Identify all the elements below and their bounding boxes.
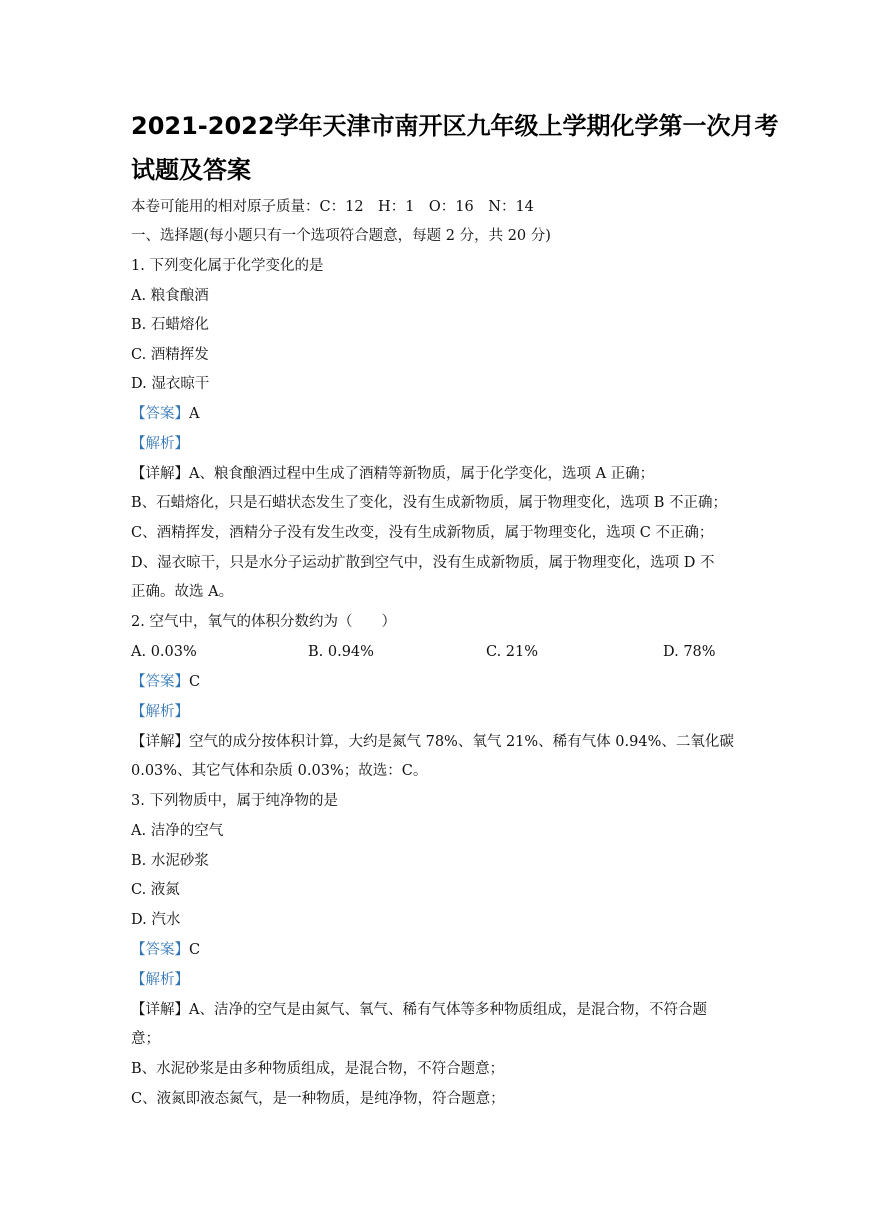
title-line-2: 试题及答案 bbox=[131, 156, 251, 184]
q1-option-a: A. 粮食酿酒 bbox=[131, 288, 209, 304]
q1-answer bbox=[131, 404, 199, 424]
q2-answer-value: C bbox=[189, 674, 201, 690]
answer-tag: 【答案】 bbox=[131, 674, 189, 690]
section-heading: 一、选择题(每小题只有一个选项符合题意，每题 2 分，共 20 分) bbox=[131, 228, 551, 244]
answer-tag: 【答案】 bbox=[131, 406, 189, 422]
q2-option-a: A. 0.03% bbox=[131, 644, 197, 660]
q2-option-b: B. 0.94% bbox=[308, 644, 374, 660]
q3-detail-2: 意； bbox=[131, 1031, 160, 1047]
q3-detail-3: B、水泥砂浆是由多种物质组成，是混合物，不符合题意； bbox=[131, 1061, 505, 1077]
q2-analysis bbox=[131, 702, 189, 722]
q3-analysis bbox=[131, 970, 189, 990]
q3-detail-4: C、液氮即液态氮气，是一种物质，是纯净物，符合题意； bbox=[131, 1091, 505, 1107]
analysis-tag: 【解析】 bbox=[131, 704, 189, 720]
q3-stem: 3. 下列物质中，属于纯净物的是 bbox=[131, 793, 338, 809]
q1-detail-text-1: A、粮食酿酒过程中生成了酒精等新物质，属于化学变化，选项 A 正确； bbox=[189, 466, 655, 482]
q2-option-d: D. 78% bbox=[663, 644, 716, 660]
detail-tag: 【详解】 bbox=[131, 466, 189, 482]
q1-detail-2: B、石蜡熔化，只是石蜡状态发生了变化，没有生成新物质，属于物理变化，选项 B 不正确； bbox=[131, 495, 728, 511]
q1-detail-1 bbox=[131, 464, 654, 484]
title-line-1: 2021-2022学年天津市南开区九年级上学期化学第一次月考 bbox=[131, 112, 779, 140]
q3-detail-1 bbox=[131, 1000, 707, 1020]
q2-detail-1 bbox=[131, 732, 734, 752]
atomic-mass-note: 本卷可能用的相对原子质量：C：12 H：1 O：16 N：14 bbox=[131, 199, 534, 215]
q2-stem: 2. 空气中，氧气的体积分数约为（ ） bbox=[131, 614, 396, 630]
q1-detail-5: 正确。故选 A。 bbox=[131, 584, 234, 600]
q2-detail-2: 0.03%、其它气体和杂质 0.03%；故选：C。 bbox=[131, 763, 428, 779]
q3-answer-value: C bbox=[189, 942, 201, 958]
q2-answer bbox=[131, 672, 200, 692]
detail-tag: 【详解】 bbox=[131, 734, 189, 750]
q3-option-b: B. 水泥砂浆 bbox=[131, 853, 209, 869]
q1-option-b: B. 石蜡熔化 bbox=[131, 317, 209, 333]
q1-detail-4: D、湿衣晾干，只是水分子运动扩散到空气中，没有生成新物质，属于物理变化，选项 D 不 bbox=[131, 555, 715, 571]
answer-tag: 【答案】 bbox=[131, 942, 189, 958]
q3-option-a: A. 洁净的空气 bbox=[131, 823, 224, 839]
analysis-tag: 【解析】 bbox=[131, 436, 189, 452]
q3-option-d: D. 汽水 bbox=[131, 912, 181, 928]
q2-detail-text-1: 空气的成分按体积计算，大约是氮气 78%、氧气 21%、稀有气体 0.94%、二氧化碳 bbox=[189, 734, 734, 750]
q1-stem: 1. 下列变化属于化学变化的是 bbox=[131, 258, 324, 274]
q1-answer-value: A bbox=[189, 406, 200, 422]
q3-answer bbox=[131, 940, 200, 960]
q1-detail-3: C、酒精挥发，酒精分子没有发生改变，没有生成新物质，属于物理变化，选项 C 不正确； bbox=[131, 525, 714, 541]
q1-option-d: D. 湿衣晾干 bbox=[131, 376, 210, 392]
analysis-tag: 【解析】 bbox=[131, 972, 189, 988]
q1-option-c: C. 酒精挥发 bbox=[131, 347, 209, 363]
q1-analysis bbox=[131, 434, 189, 454]
q2-option-c: C. 21% bbox=[486, 644, 539, 660]
detail-tag: 【详解】 bbox=[131, 1002, 189, 1018]
q3-option-c: C. 液氮 bbox=[131, 882, 180, 898]
q3-detail-text-1: A、洁净的空气是由氮气、氧气、稀有气体等多种物质组成，是混合物，不符合题 bbox=[189, 1002, 707, 1018]
